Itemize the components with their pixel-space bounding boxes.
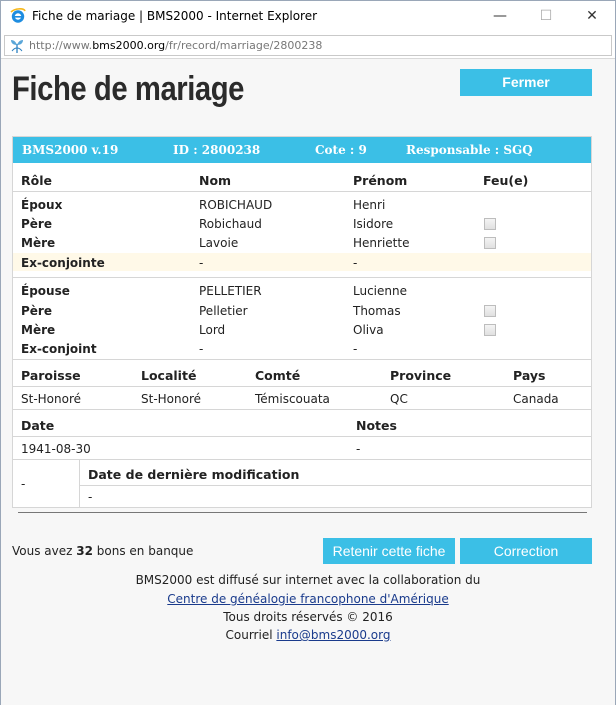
footer-cgfa-link-row [1,592,615,606]
pays-value: Canada [513,392,559,406]
divider [79,459,80,507]
bride-father-feu-checkbox[interactable] [484,305,496,317]
url-text: http://www.bms2000.org/fr/record/marriage/2800238 [29,39,323,52]
footer-collab-text: BMS2000 est diffusé sur internet avec la collaboration du [135,573,481,587]
bride-prenom: Lucienne [353,284,407,298]
province-value: QC [390,392,408,406]
divider [13,436,591,437]
col-notes: Notes [356,418,397,433]
groom-role: Époux [21,198,63,212]
bons-count: 32 [76,544,93,558]
page-content [1,59,615,705]
col-role: Rôle [21,173,52,188]
groom-ex-prenom: - [353,256,358,270]
bride-mother-prenom: Oliva [353,323,384,337]
record-cote: Cote : 9 [315,143,367,157]
page-title: Fiche de mariage [12,70,245,108]
localite-value: St-Honoré [141,392,202,406]
bride-ex-prenom: - [353,342,358,356]
bride-ex-nom: - [199,342,204,356]
close-window-button[interactable]: ✕ [586,8,598,24]
correction-button[interactable]: Correction [460,538,592,564]
site-favicon-icon [9,38,25,54]
col-province: Province [390,368,452,383]
separator [18,512,587,513]
record-responsable: Responsable : SGQ [406,143,533,157]
divider [13,409,591,410]
col-pays: Pays [513,368,546,383]
minimize-button[interactable]: — [493,8,507,24]
bride-mother-role: Mère [21,323,56,337]
groom-ex-role: Ex-conjointe [21,256,105,270]
comte-value: Témiscouata [255,392,330,406]
bride-role: Épouse [21,284,70,298]
notes-value: - [356,442,361,456]
title-bar [1,1,615,32]
address-bar [1,32,615,59]
record-header [13,137,591,163]
groom-father-nom: Robichaud [199,217,262,231]
divider [79,485,591,486]
record-id: ID : 2800238 [173,143,261,157]
retenir-fiche-button[interactable]: Retenir cette fiche [323,538,455,564]
groom-mother-nom: Lavoie [199,236,239,250]
email-link[interactable]: info@bms2000.org [276,628,391,642]
groom-mother-feu-checkbox[interactable] [484,237,496,249]
groom-nom: ROBICHAUD [199,198,273,212]
paroisse-value: St-Honoré [21,392,82,406]
col-localite: Localité [141,368,197,383]
groom-father-feu-checkbox[interactable] [484,218,496,230]
bride-father-nom: Pelletier [199,304,248,318]
modification-header: Date de dernière modification [88,467,300,482]
modification-left-value: - [21,477,26,491]
groom-father-role: Père [21,217,52,231]
col-feu: Feu(e) [483,173,529,188]
url-field[interactable] [4,35,612,56]
groom-father-prenom: Isidore [353,217,394,231]
bride-ex-role: Ex-conjoint [21,342,97,356]
record-version: BMS2000 v.19 [22,143,119,157]
divider [13,277,591,278]
divider [13,359,591,360]
bons-text: Vous avez 32 bons en banque [12,544,194,558]
window-title: Fiche de mariage | BMS2000 - Internet Explorer [32,9,318,23]
modification-value: - [88,490,93,504]
bride-father-prenom: Thomas [353,304,401,318]
footer-email-row: Courriel info@bms2000.org [225,628,391,642]
record-card [12,136,592,508]
groom-mother-prenom: Henriette [353,236,410,250]
col-comte: Comté [255,368,301,383]
cgfa-link[interactable]: Centre de généalogie francophone d'Amérique [167,592,449,606]
col-nom: Nom [199,173,232,188]
divider [13,191,591,192]
maximize-button[interactable]: ☐ [539,8,553,24]
groom-ex-nom: - [199,256,204,270]
col-date: Date [21,418,55,433]
close-button[interactable]: Fermer [460,69,592,96]
bride-mother-feu-checkbox[interactable] [484,324,496,336]
col-paroisse: Paroisse [21,368,81,383]
bride-father-role: Père [21,304,52,318]
divider [13,386,591,387]
date-value: 1941-08-30 [21,442,91,456]
divider [13,459,591,460]
footer-copyright: Tous droits réservés © 2016 [223,610,393,624]
col-prenom: Prénom [353,173,408,188]
ie-logo-icon [10,8,26,24]
bride-mother-nom: Lord [199,323,226,337]
groom-mother-role: Mère [21,236,56,250]
groom-prenom: Henri [353,198,386,212]
bride-nom: PELLETIER [199,284,262,298]
